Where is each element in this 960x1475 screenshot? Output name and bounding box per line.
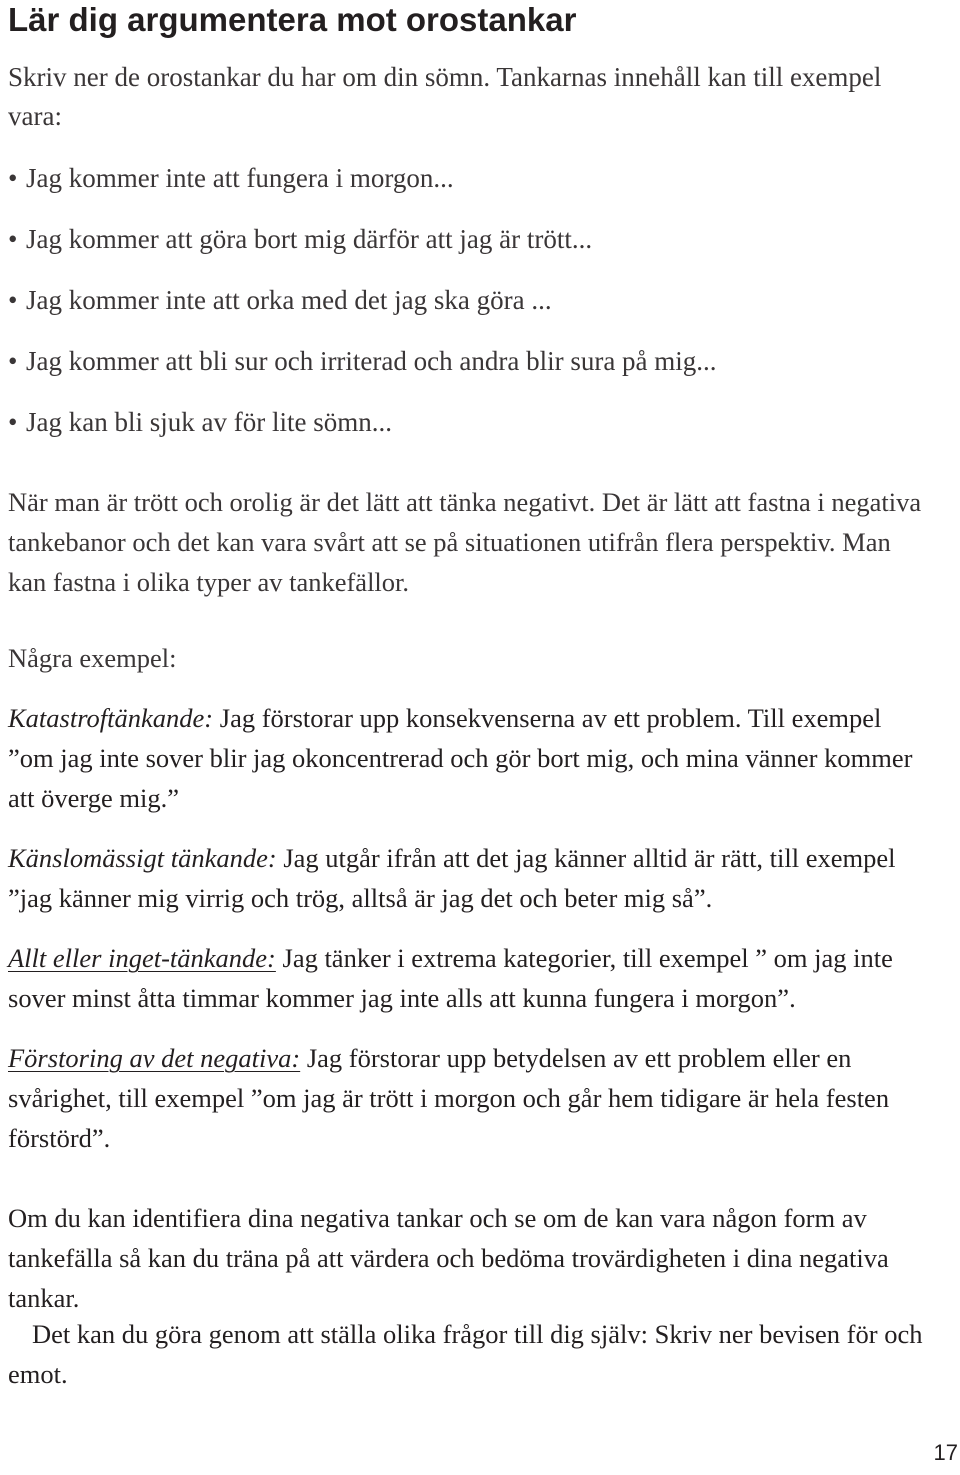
example-text: Jag förstorar upp konsekvenserna av ett problem. Till exempel ”om jag inte sover blir jag okoncentrerad och gör bort mig, och mina vänner kommer att överge mig.”	[8, 703, 913, 813]
list-item-text: Jag kan bli sjuk av för lite sömn...	[26, 407, 392, 437]
page-title: Lär dig argumentera mot orostankar	[8, 1, 577, 38]
example-term: Förstoring av det negativa:	[8, 1043, 301, 1073]
example-term: Allt eller inget-tänkande:	[8, 943, 276, 973]
list-item-text: Jag kommer inte att orka med det jag ska göra ...	[26, 285, 552, 315]
list-item	[8, 341, 717, 402]
example-magnification	[8, 1038, 933, 1158]
bullet-icon: •	[8, 407, 18, 437]
method-paragraph	[8, 1314, 933, 1394]
example-term: Känslomässigt tänkande:	[8, 843, 277, 873]
negative-thinking-paragraph: När man är trött och orolig är det lätt att tänka negativt. Det är lätt att fastna i negativa tankebanor och det kan vara svårt att se på situationen utifrån flera perspektiv. Man kan fastna i olika typer av tankefällor.	[8, 487, 922, 597]
list-item-text: Jag kommer inte att fungera i morgon...	[26, 163, 454, 193]
bullet-icon: •	[8, 346, 18, 376]
identify-paragraph: Om du kan identifiera dina negativa tankar och se om de kan vara någon form av tankefälla så kan du träna på att värdera och bedöma trovärdigheten i dina negativa tankar.	[8, 1203, 889, 1313]
method-text: Det kan du göra genom att ställa olika frågor till dig själv: Skriv ner bevisen för och emot.	[8, 1319, 923, 1389]
example-catastrophizing	[8, 698, 933, 818]
list-item	[8, 219, 717, 280]
example-text: Jag tänker i extrema kategorier, till exempel ” om jag inte sover minst åtta timmar kommer jag inte alls att kunna fungera i morgon”.	[8, 943, 893, 1013]
worry-thoughts-list	[8, 158, 717, 463]
list-item	[8, 158, 717, 219]
example-all-or-nothing	[8, 938, 933, 1018]
list-item-text: Jag kommer att göra bort mig därför att jag är trött...	[26, 224, 593, 254]
examples-intro: Några exempel:	[8, 643, 177, 673]
intro-paragraph: Skriv ner de orostankar du har om din sömn. Tankarnas innehåll kan till exempel vara:	[8, 62, 882, 131]
example-text: Jag utgår ifrån att det jag känner alltid är rätt, till exempel ”jag känner mig virrig och trög, alltså är jag det och beter mig så”.	[8, 843, 896, 913]
list-item-text: Jag kommer att bli sur och irriterad och andra blir sura på mig...	[26, 346, 717, 376]
bullet-icon: •	[8, 224, 18, 254]
list-item	[8, 280, 717, 341]
bullet-icon: •	[8, 285, 18, 315]
bullet-icon: •	[8, 163, 18, 193]
list-item	[8, 402, 717, 463]
page-number: 17	[933, 1440, 958, 1465]
example-emotional-reasoning	[8, 838, 933, 918]
example-text: Jag förstorar upp betydelsen av ett problem eller en svårighet, till exempel ”om jag är trött i morgon och går hem tidigare är hela festen förstörd”.	[8, 1043, 890, 1153]
example-term: Katastroftänkande:	[8, 703, 214, 733]
